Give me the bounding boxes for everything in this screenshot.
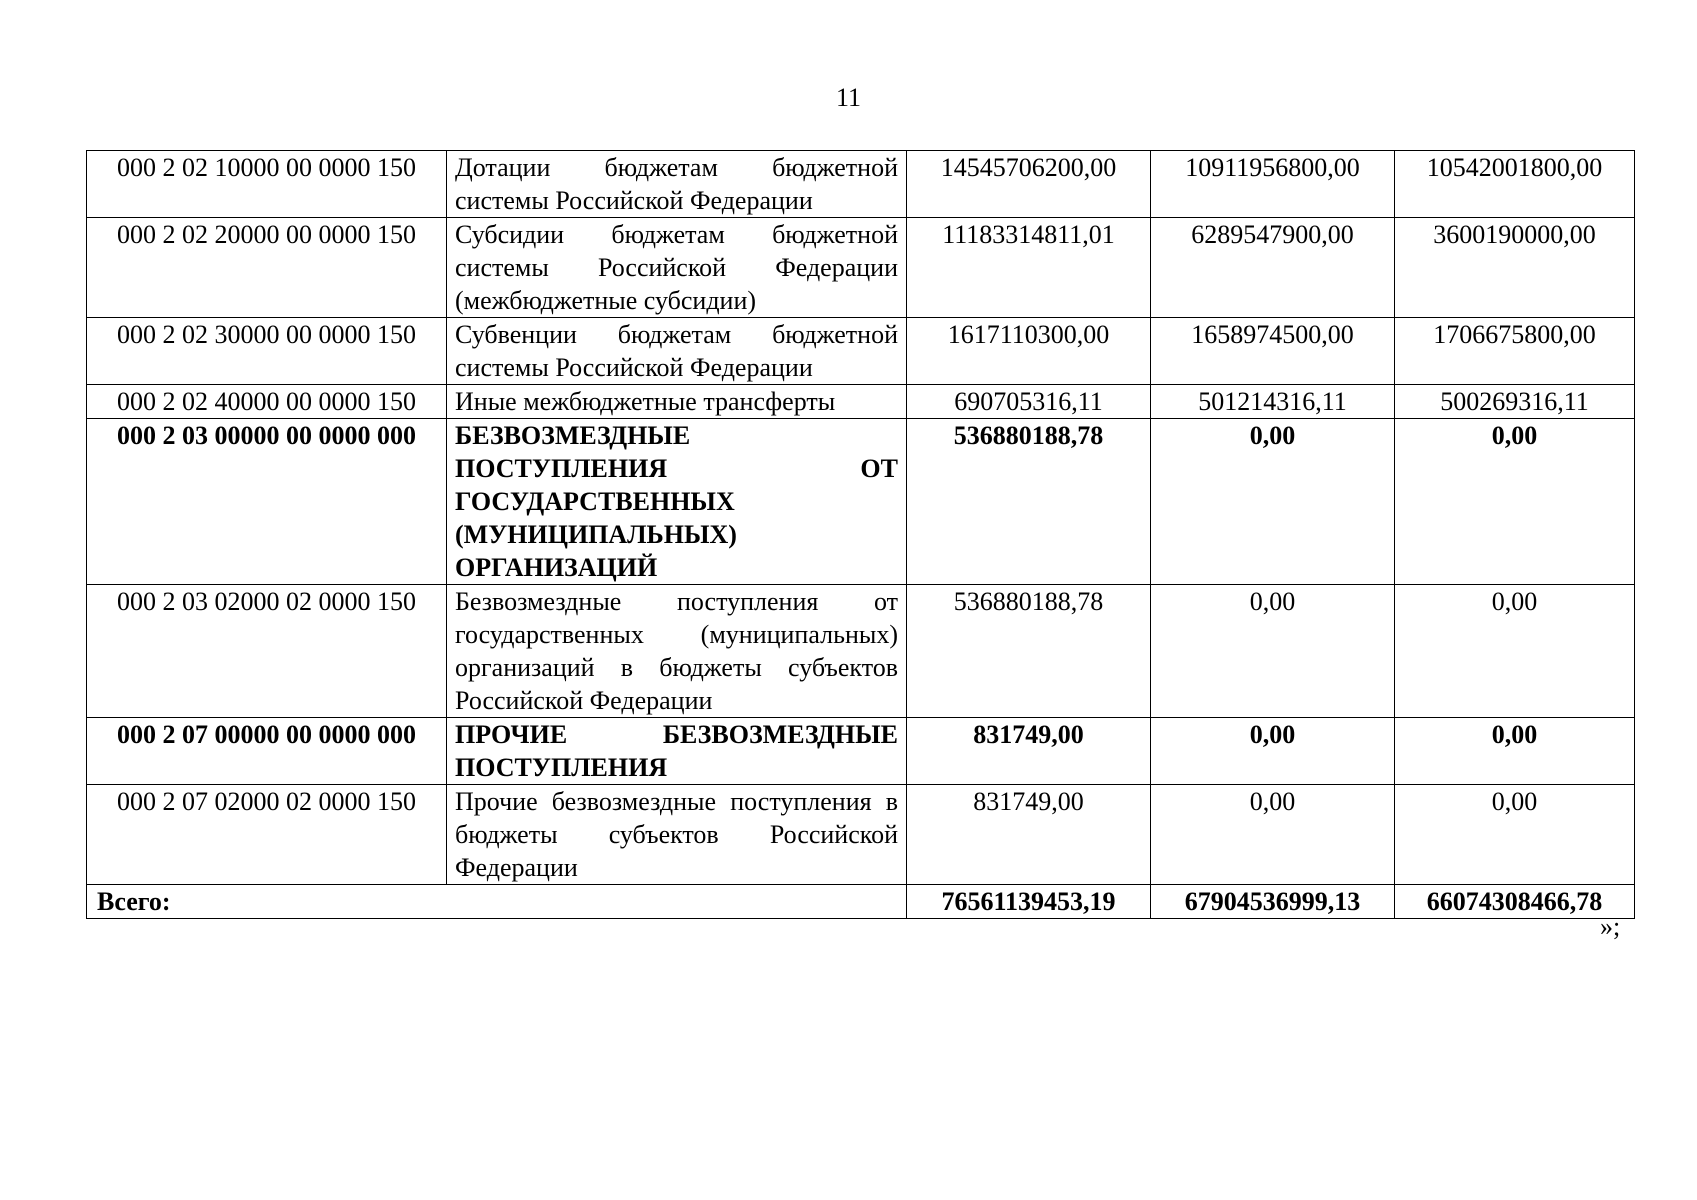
year2-amount-cell: 0,00 [1151, 785, 1395, 885]
name-cell: Дотации бюджетам бюджетной системы Российской Федерации [447, 151, 907, 218]
code-cell: 000 2 03 00000 00 0000 000 [87, 419, 447, 585]
code-cell: 000 2 02 20000 00 0000 150 [87, 218, 447, 318]
table-row [87, 218, 1635, 318]
total-year2-amount: 67904536999,13 [1151, 885, 1395, 919]
total-label: Всего: [87, 885, 907, 919]
page-number: 11 [835, 83, 862, 112]
table-row [87, 585, 1635, 718]
total-row [87, 885, 1635, 919]
year2-amount-cell: 1658974500,00 [1151, 318, 1395, 385]
table-row [87, 419, 1635, 585]
table-row [87, 785, 1635, 885]
year3-amount-cell: 0,00 [1395, 785, 1635, 885]
year1-amount-cell: 11183314811,01 [907, 218, 1151, 318]
code-cell: 000 2 03 02000 02 0000 150 [87, 585, 447, 718]
year1-amount-cell: 1617110300,00 [907, 318, 1151, 385]
name-cell: Иные межбюджетные трансферты [447, 385, 907, 419]
year2-amount-cell: 0,00 [1151, 585, 1395, 718]
code-cell: 000 2 02 30000 00 0000 150 [87, 318, 447, 385]
year3-amount-cell: 0,00 [1395, 419, 1635, 585]
table-row [87, 151, 1635, 218]
year2-amount-cell: 0,00 [1151, 419, 1395, 585]
total-year1-amount: 76561139453,19 [907, 885, 1151, 919]
year2-amount-cell: 501214316,11 [1151, 385, 1395, 419]
year1-amount-cell: 831749,00 [907, 785, 1151, 885]
code-cell: 000 2 07 00000 00 0000 000 [87, 718, 447, 785]
year1-amount-cell: 536880188,78 [907, 585, 1151, 718]
closing-quote-mark: »; [1600, 912, 1621, 941]
name-cell: ПРОЧИЕ БЕЗВОЗМЕЗДНЫЕ ПОСТУПЛЕНИЯ [447, 718, 907, 785]
year3-amount-cell: 1706675800,00 [1395, 318, 1635, 385]
table-row [87, 318, 1635, 385]
name-cell: БЕЗВОЗМЕЗДНЫЕ ПОСТУПЛЕНИЯ ОТ ГОСУДАРСТВЕННЫХ (МУНИЦИПАЛЬНЫХ) ОРГАНИЗАЦИЙ [447, 419, 907, 585]
code-cell: 000 2 07 02000 02 0000 150 [87, 785, 447, 885]
table-row [87, 718, 1635, 785]
name-cell: Безвозмездные поступления от государственных (муниципальных) организаций в бюджеты субъектов Российской Федерации [447, 585, 907, 718]
name-cell: Субвенции бюджетам бюджетной системы Российской Федерации [447, 318, 907, 385]
table-row [87, 385, 1635, 419]
name-cell: Прочие безвозмездные поступления в бюджеты субъектов Российской Федерации [447, 785, 907, 885]
year3-amount-cell: 0,00 [1395, 585, 1635, 718]
year1-amount-cell: 831749,00 [907, 718, 1151, 785]
year3-amount-cell: 0,00 [1395, 718, 1635, 785]
name-cell: Субсидии бюджетам бюджетной системы Российской Федерации (межбюджетные субсидии) [447, 218, 907, 318]
revenue-table [86, 150, 1635, 919]
year1-amount-cell: 14545706200,00 [907, 151, 1151, 218]
year3-amount-cell: 3600190000,00 [1395, 218, 1635, 318]
year1-amount-cell: 690705316,11 [907, 385, 1151, 419]
year3-amount-cell: 500269316,11 [1395, 385, 1635, 419]
code-cell: 000 2 02 40000 00 0000 150 [87, 385, 447, 419]
table-body [87, 151, 1635, 919]
total-year3-amount: 66074308466,78 [1395, 885, 1635, 919]
year2-amount-cell: 6289547900,00 [1151, 218, 1395, 318]
code-cell: 000 2 02 10000 00 0000 150 [87, 151, 447, 218]
year1-amount-cell: 536880188,78 [907, 419, 1151, 585]
year2-amount-cell: 10911956800,00 [1151, 151, 1395, 218]
year3-amount-cell: 10542001800,00 [1395, 151, 1635, 218]
year2-amount-cell: 0,00 [1151, 718, 1395, 785]
